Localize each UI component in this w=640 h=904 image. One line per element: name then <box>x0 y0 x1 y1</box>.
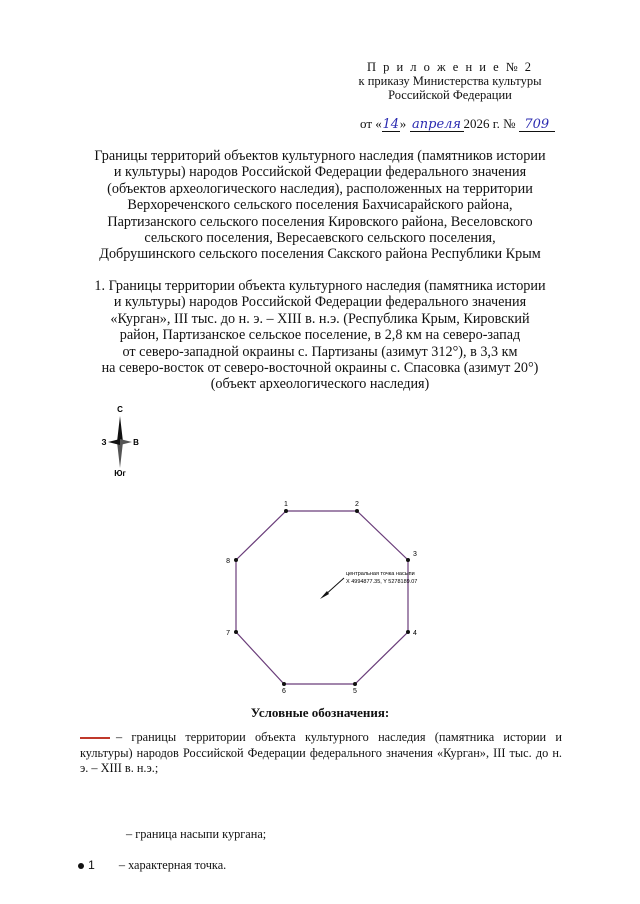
title-line: и культуры) народов Российской Федерации федерального значения <box>113 164 527 181</box>
title-line: сельского поселения, Вересаевского сельского поселения, <box>144 230 496 247</box>
compass-north-label: С <box>117 405 123 414</box>
legend-item-boundary <box>80 730 562 777</box>
point-label: 4 <box>413 630 417 637</box>
section-line: 1. Границы территории объекта культурного наследия (памятника истории <box>94 278 546 294</box>
point-label: 5 <box>353 688 357 695</box>
point-5 <box>353 682 357 695</box>
center-coords: X 4994877.35, Y 5278189.07 <box>346 579 418 585</box>
point-4 <box>406 630 417 637</box>
legend-point-number: 1 <box>88 858 95 872</box>
legend-item-point-text: – характерная точка. <box>118 858 227 872</box>
section-line: район, Партизанское сельское поселение, в 2,8 км на северо-запад <box>119 327 521 344</box>
title-line: Добрушинского сельского поселения Сакского района Республики Крым <box>99 246 541 263</box>
appendix-label: П р и л о ж е н и е № 2 <box>366 60 534 74</box>
document-title <box>60 148 580 263</box>
title-line: (объектов археологического наследия), расположенных на территории <box>107 180 533 197</box>
legend-point-dot-icon <box>78 863 84 869</box>
title-line: Партизанского сельского поселения Кировского района, Веселовского <box>107 213 533 230</box>
boundary-diagram <box>200 490 460 700</box>
point-6 <box>282 682 286 695</box>
order-prefix: от « <box>360 116 382 131</box>
section-line: на северо-восток от северо-восточной окраины с. Спасовка (азимут 20°) <box>101 360 539 377</box>
compass-east-label: В <box>133 438 139 447</box>
legend-item-boundary-text: – границы территории объекта культурного наследия (памятника истории и культуры) народов Российской Федерации федерального значения «Курган», III тыс. до н. э. – XIII в. н.э.; <box>80 730 562 776</box>
center-label: центральная точка насыпи <box>346 571 415 577</box>
point-1 <box>284 501 288 513</box>
order-month: апреля <box>410 118 464 132</box>
section-line: от северо-западной окраины с. Партизаны (азимут 312°), в 3,3 км <box>122 343 518 360</box>
point-label: 6 <box>282 688 286 695</box>
order-quote-close: » <box>399 116 407 131</box>
legend-heading: Условные обозначения: <box>250 705 390 720</box>
legend-item-mound <box>126 827 266 842</box>
point-label: 3 <box>413 551 417 558</box>
compass-north-arrow <box>117 416 123 442</box>
center-arrow-icon <box>320 591 329 599</box>
compass-west-label: З <box>101 438 107 447</box>
point-label: 1 <box>284 501 288 508</box>
appendix-line1: к приказу Министерства культуры <box>358 74 542 88</box>
section-heading <box>60 278 580 393</box>
point-3 <box>406 551 417 562</box>
appendix-line2: Российской Федерации <box>388 88 512 102</box>
compass-east-arrow <box>120 439 132 445</box>
point-label: 8 <box>226 558 230 565</box>
point-2 <box>355 501 359 513</box>
point-7 <box>226 630 238 637</box>
title-line: Границы территорий объектов культурного наследия (памятников истории <box>94 148 546 164</box>
order-number: 709 <box>519 118 555 132</box>
legend-boundary-line-sample <box>80 737 110 739</box>
section-line: и культуры) народов Российской Федерации федерального значения <box>113 294 527 311</box>
compass-south-arrow <box>117 442 123 468</box>
order-day: 14 <box>382 117 400 132</box>
section-line: (объект археологического наследия) <box>210 376 430 393</box>
order-year: 2026 г. № <box>463 116 516 131</box>
legend-item-mound-text: – граница насыпи кургана; <box>126 827 267 841</box>
order-date-line <box>360 116 610 132</box>
legend-item-point <box>78 858 226 873</box>
compass-rose <box>98 400 142 480</box>
appendix-header <box>320 60 580 102</box>
section-line: «Курган», III тыс. до н. э. – XIII в. н.э. (Республика Крым, Кировский <box>110 310 530 327</box>
point-label: 2 <box>355 501 359 508</box>
point-label: 7 <box>226 630 230 637</box>
title-line: Верхореченского сельского поселения Бахчисарайского района, <box>127 197 513 214</box>
compass-west-arrow <box>108 439 120 445</box>
compass-south-label: Юг <box>114 469 126 478</box>
